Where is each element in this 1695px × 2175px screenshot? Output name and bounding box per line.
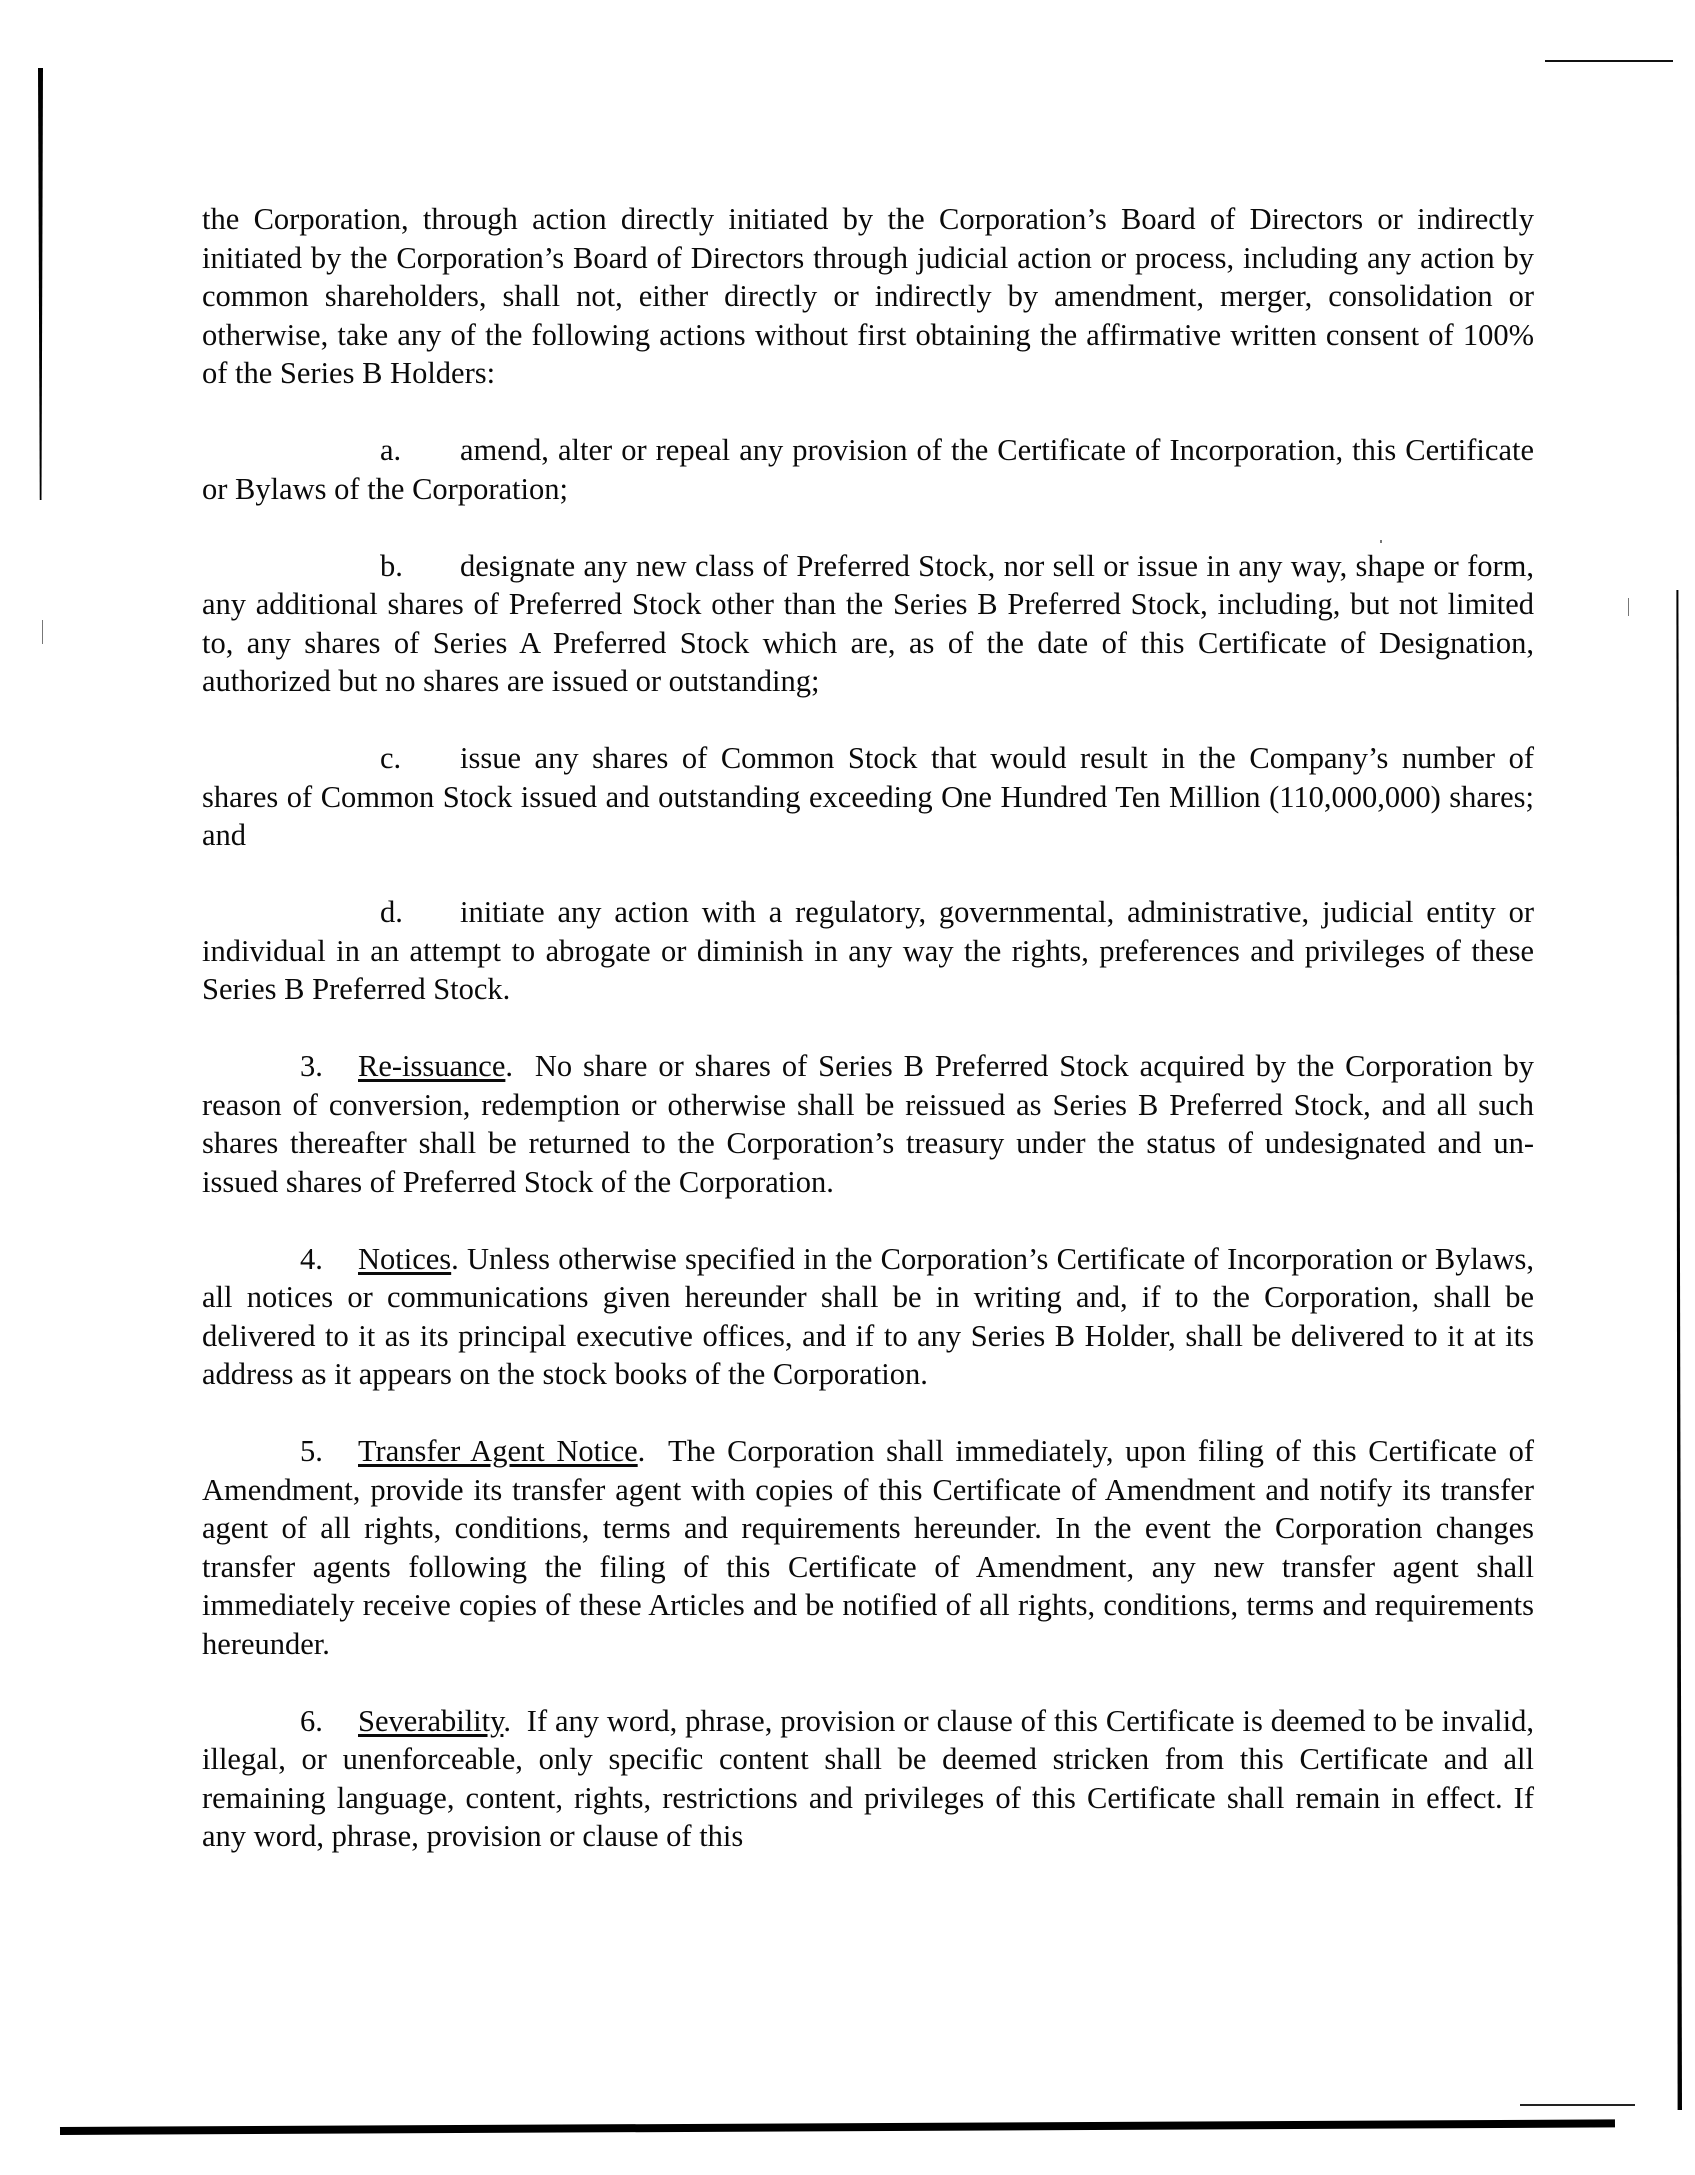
section-number: 4. [300, 1241, 323, 1276]
right-scan-edge-bar [1674, 590, 1682, 2110]
document-body [202, 200, 1534, 1894]
scan-speck [1628, 598, 1629, 616]
section-text: If any word, phrase, provision or clause of this Certificate is deemed to be invalid, illegal, or unenforceable, only specific content shall be deemed stricken from this Certificate and all remaining language, content, rights, restrictions and privileges of this Certificate shall remain in effect. If any word, phrase, provision or clause of this [202, 1703, 1535, 1853]
section-5-transfer-agent-notice [202, 1432, 1534, 1663]
intro-paragraph: the Corporation, through action directly initiated by the Corporation’s Board of Directors or indirectly initiated by the Corporation’s Board of Directors through judicial action or process, including any action by common shareholders, shall not, either directly or indirectly by amendment, merger, consolidation or otherwise, take any of the following actions without first obtaining the affirmative written consent of 100% of the Series B Holders: [202, 202, 1534, 390]
section-3-reissuance [202, 1047, 1534, 1201]
section-4-notices [202, 1240, 1534, 1394]
section-number: 3. [300, 1049, 323, 1083]
section-heading: Severability [358, 1703, 504, 1738]
subsection-text: initiate any action with a regulatory, governmental, administrative, judicial entity or individual in an attempt to abrogate or diminish in any way the rights, preferences and privileges of these Series B Preferred Stock. [202, 895, 1534, 1006]
subsection-text: designate any new class of Preferred Stock, nor sell or issue in any way, shape or form, any additional shares of Preferred Stock other than the Series B Preferred Stock, including, but not limited to, any shares of Series A Preferred Stock which are, as of the date of this Certificate of Designation, authorized but no shares are issued or outstanding; [202, 548, 1534, 698]
subsection-c [202, 739, 1534, 855]
subsection-label: d. [380, 895, 403, 929]
scan-speck [42, 620, 43, 644]
bottom-scan-edge-rule [60, 2119, 1615, 2135]
heading-period: . [451, 1241, 459, 1276]
heading-period: . [503, 1703, 512, 1738]
subsection-d [202, 893, 1534, 1009]
heading-period: . [637, 1434, 646, 1468]
top-right-rule [1545, 60, 1673, 62]
section-text: No share or shares of Series B Preferred Stock acquired by the Corporation by reason of conversion, redemption or otherwise shall be reissued as Series B Preferred Stock, and all such shares thereafter shall be returned to the Corporation’s treasury under the status of undesignated and un-issued shares of Preferred Stock of the Corporation. [202, 1049, 1534, 1199]
subsection-text: issue any shares of Common Stock that would result in the Company’s number of shares of Common Stock issued and outstanding exceeding One Hundred Ten Million (110,000,000) shares; and [202, 741, 1534, 852]
subsection-b [202, 547, 1534, 701]
heading-period: . [505, 1049, 513, 1083]
left-scan-edge-bar [38, 68, 43, 500]
section-heading: Re-issuance [358, 1049, 506, 1083]
subsection-text: amend, alter or repeal any provision of the Certificate of Incorporation, this Certificate or Bylaws of the Corporation; [202, 433, 1534, 506]
section-number: 6. [300, 1703, 323, 1738]
bottom-right-dash-rule [1520, 2104, 1635, 2106]
subsection-a [202, 431, 1534, 508]
section-text: The Corporation shall immediately, upon filing of this Certificate of Amendment, provide its transfer agent with copies of this Certificate of Amendment and notify its transfer agent of all rights, conditions, terms and requirements hereunder. In the event the Corporation changes transfer agents following the filing of this Certificate of Amendment, any new transfer agent shall immediately receive copies of these Articles and be notified of all rights, conditions, terms and requirements hereunder. [202, 1434, 1534, 1661]
section-heading: Notices [358, 1241, 452, 1276]
section-text: Unless otherwise specified in the Corporation’s Certificate of Incorporation or Bylaws, all notices or communications given hereunder shall be in writing and, if to the Corporation, shall be delivered to it as its principal executive offices, and if to any Series B Holder, shall be delivered to it at its address as it appears on the stock books of the Corporation. [202, 1241, 1534, 1391]
section-heading: Transfer Agent Notice [358, 1434, 638, 1468]
section-6-severability [202, 1702, 1534, 1856]
subsection-label: c. [380, 741, 402, 775]
subsection-label: a. [380, 433, 402, 467]
subsection-label: b. [380, 548, 403, 583]
section-number: 5. [300, 1434, 323, 1468]
